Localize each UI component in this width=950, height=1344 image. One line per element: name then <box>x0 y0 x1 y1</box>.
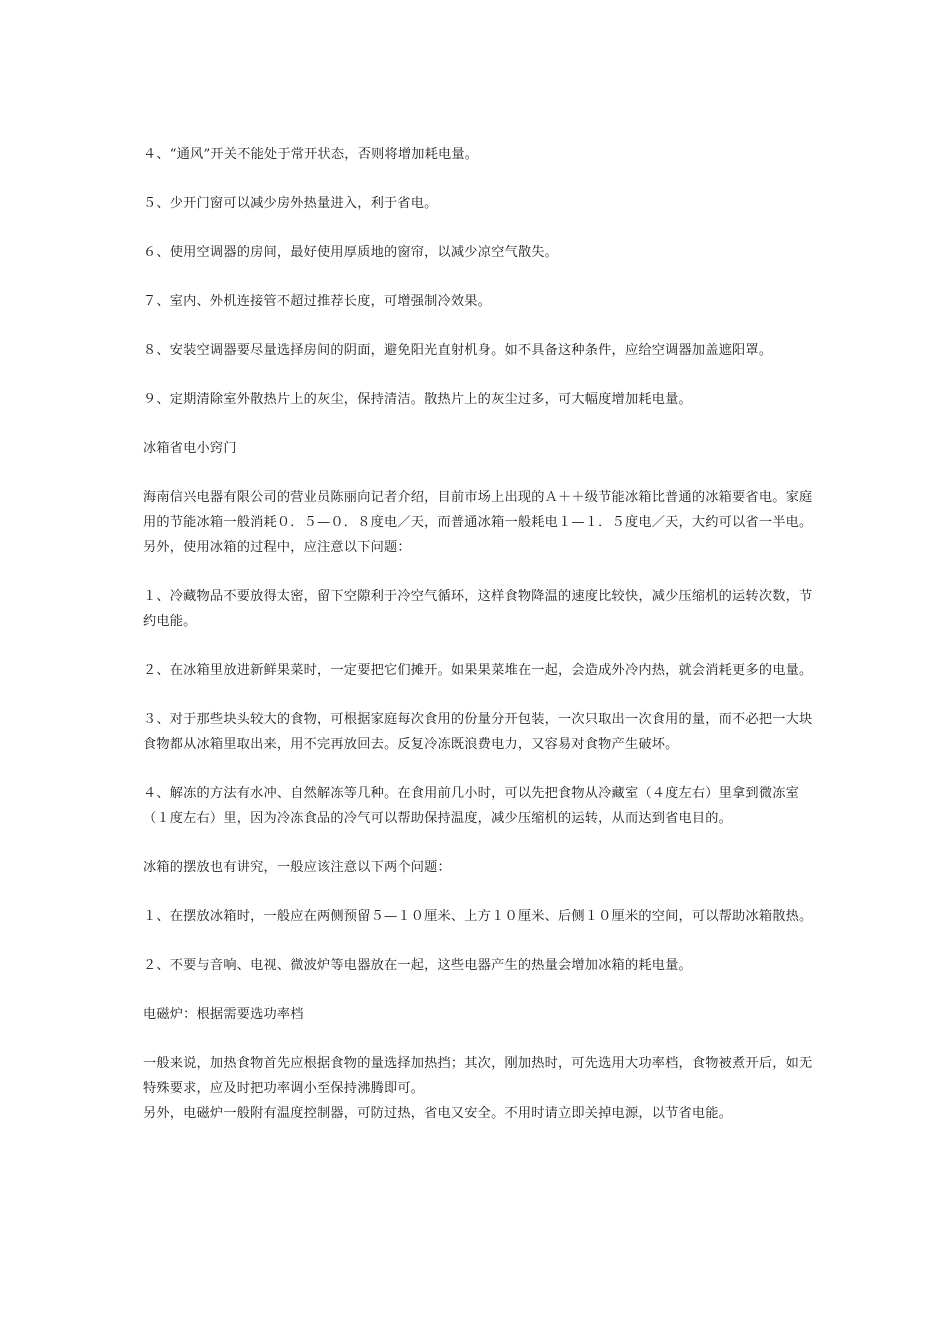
fridge-tip-3: ３、对于那些块头较大的食物，可根据家庭每次食用的份量分开包装，一次只取出一次食用的量，而不必把一大块食物都从冰箱里取出来，用不完再放回去。反复冷冻既浪费电力，又容易对食物产生破坏。 <box>143 712 813 752</box>
fridge-placement-heading: 冰箱的摆放也有讲究，一般应该注意以下两个问题： <box>143 860 451 875</box>
ac-tip-8: ８、安装空调器要尽量选择房间的阴面，避免阳光直射机身。如不具备这种条件，应给空调器加盖遮阳罩。 <box>143 343 773 358</box>
ac-tip-7: ７、室内、外机连接管不超过推荐长度，可增强制冷效果。 <box>143 294 492 309</box>
fridge-tip-4: ４、解冻的方法有水冲、自然解冻等几种。在食用前几小时，可以先把食物从冷藏室（４度左右）里拿到微冻室（１度左右）里，因为冷冻食品的冷气可以帮助保持温度，减少压缩机的运转，从而达到省电目的。 <box>143 786 799 826</box>
ac-tip-4: ４、“通风”开关不能处于常开状态，否则将增加耗电量。 <box>143 147 479 162</box>
fridge-placement-tip-1: １、在摆放冰箱时，一般应在两侧预留５—１０厘米、上方１０厘米、后侧１０厘米的空间，可以帮助冰箱散热。 <box>143 909 813 924</box>
ac-tip-5: ５、少开门窗可以减少房外热量进入，利于省电。 <box>143 196 438 211</box>
fridge-tip-1: １、冷藏物品不要放得太密，留下空隙利于冷空气循环，这样食物降温的速度比较快，减少压缩机的运转次数，节约电能。 <box>143 589 813 629</box>
fridge-heading: 冰箱省电小窍门 <box>143 441 237 456</box>
induction-para-1: 一般来说，加热食物首先应根据食物的量选择加热挡；其次，刚加热时，可先选用大功率档，食物被煮开后，如无特殊要求，应及时把功率调小至保持沸腾即可。 <box>143 1056 813 1096</box>
fridge-placement-tip-2: ２、不要与音响、电视、微波炉等电器放在一起，这些电器产生的热量会增加冰箱的耗电量。 <box>143 958 692 973</box>
induction-para-2: 另外，电磁炉一般附有温度控制器，可防过热，省电又安全。不用时请立即关掉电源，以节省电能。 <box>143 1106 733 1121</box>
ac-tip-6: ６、使用空调器的房间，最好使用厚质地的窗帘，以减少凉空气散失。 <box>143 245 559 260</box>
fridge-intro: 海南信兴电器有限公司的营业员陈丽向记者介绍，目前市场上出现的Ａ＋＋级节能冰箱比普通的冰箱要省电。家庭用的节能冰箱一般消耗０．５—０．８度电／天，而普通冰箱一般耗电１—１．５度电／天，大约可以省一半电。另外，使用冰箱的过程中，应注意以下问题： <box>143 490 813 555</box>
ac-tip-9: ９、定期清除室外散热片上的灰尘，保持清洁。散热片上的灰尘过多，可大幅度增加耗电量。 <box>143 392 692 407</box>
induction-heading: 电磁炉：根据需要选功率档 <box>143 1007 304 1022</box>
fridge-tip-2: ２、在冰箱里放进新鲜果菜时，一定要把它们摊开。如果果菜堆在一起，会造成外冷内热，就会消耗更多的电量。 <box>143 663 813 678</box>
document-page <box>143 142 813 1126</box>
